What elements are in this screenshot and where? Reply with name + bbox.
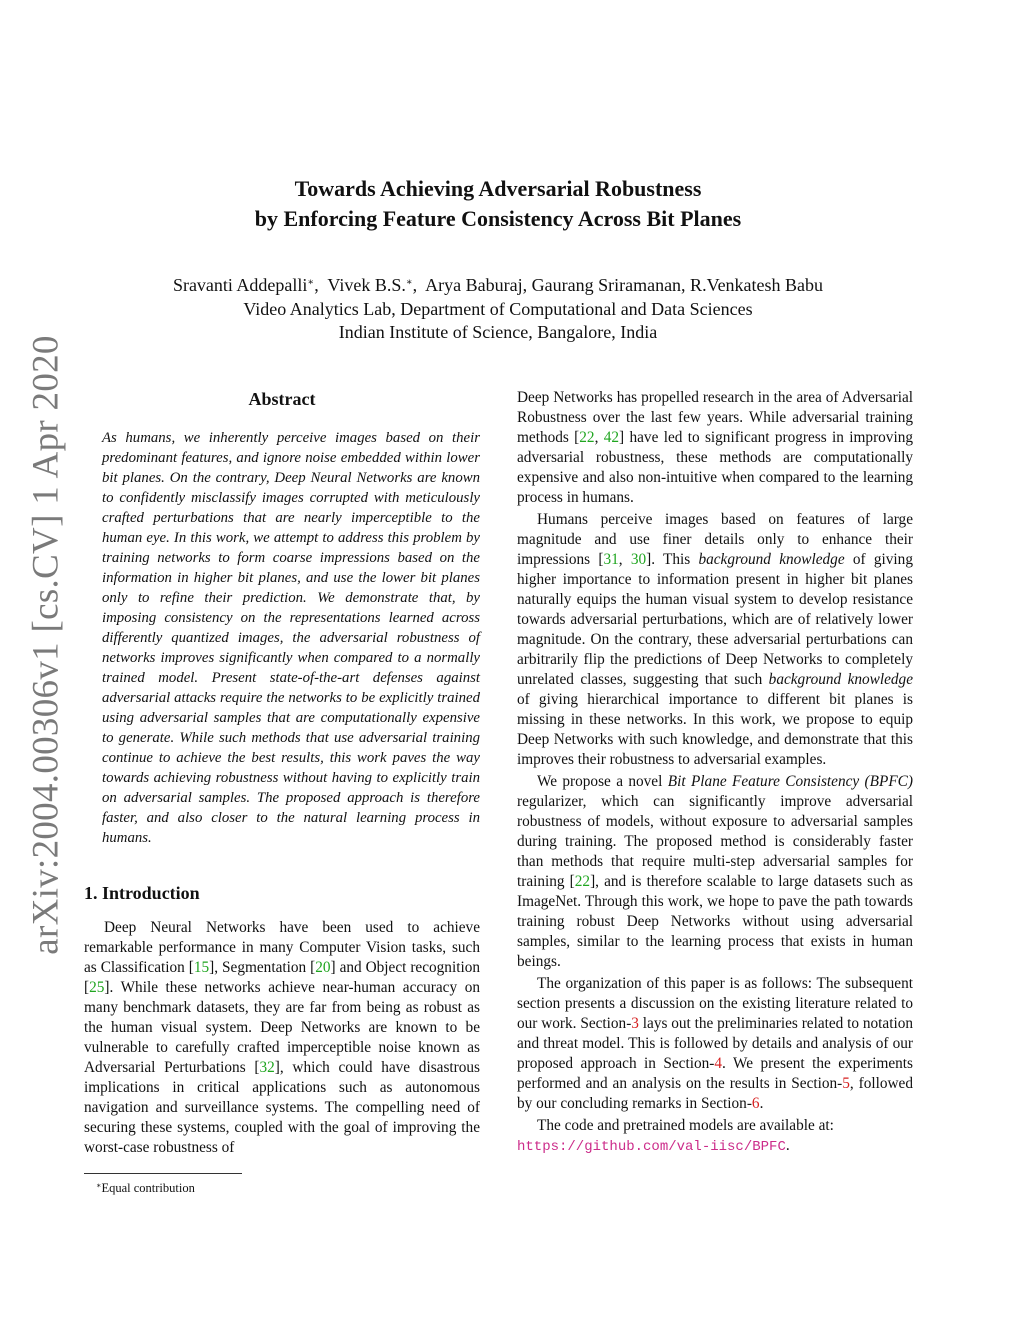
abstract-text: As humans, we inherently perceive images based on their predominant features, and ignore noise embedded within lower bit planes. On the contrary, Deep Neural Networks are known to confidently misclassify images corrupted with meticulously crafted perturbations that are nearly imperceptible to the human eye. In this work, we attempt to address this problem by training networks to form coarse impressions based on the information in higher bit planes, and use the lower bit planes only to refine their prediction. We demonstrate that, by imposing consistency on the representations learned across differently quantized images, the adversarial robustness of networks improves significantly when compared to a normally trained model. Present state-of-the-art defenses against adversarial attacks require the networks to be explicitly trained using adversarial samples that are computationally expensive to generate. While such methods that use adversarial training continue to achieve the best results, this work paves the way towards achieving robustness without having to explicitly train on adversarial samples. The proposed approach is therefore faster, and also closer to the natural learning process in humans. (102, 430, 480, 846)
citation-link[interactable]: 15 (193, 959, 210, 976)
footnote (96, 1178, 195, 1196)
authors-block (90, 271, 906, 345)
affiliation-lab: Video Analytics Lab, Department of Computational and Data Sciences (243, 298, 753, 319)
footnote-text: Equal contribution (101, 1181, 195, 1195)
citation-link[interactable]: 32 (259, 1059, 275, 1076)
citation-link[interactable]: 25 (89, 979, 105, 996)
citation-link[interactable]: 42 (603, 429, 620, 446)
equal-contribution-mark: ∗ (405, 277, 413, 288)
footnote-divider (84, 1173, 242, 1174)
citation-link[interactable]: 30 (630, 551, 647, 568)
emphasis: Bit Plane Feature Consistency (BPFC) (667, 773, 913, 790)
section-ref-link[interactable]: 5 (842, 1075, 850, 1092)
emphasis: background knowledge (698, 551, 845, 568)
section-ref-link[interactable]: 6 (751, 1095, 760, 1112)
intro-paragraph-3: We propose a novel Bit Plane Feature Consistency (BPFC) regularizer, which can significantly improve adversarial robustness of models, without exposure to adversarial samples during training. The proposed method is considerably faster than methods that require multi-step adversarial samples for training [22], and is therefore scalable to large datasets such as ImageNet. Through this work, we hope to pave the path towards training robust Deep Networks without using adversarial samples, similar to the learning process that exists in human beings. (517, 773, 914, 970)
intro-paragraph-1: Deep Neural Networks have been used to achieve remarkable performance in many Computer Vision tasks, such as Classification [15], Segmentation [20] and Object recognition [25]. While these networks achieve near-human accuracy on many benchmark datasets, they are far from being as robust as the human visual system. Deep Networks are known to be vulnerable to carefully crafted imperceptible noise known as Adversarial Perturbations [32], which could have disastrous implications in critical applications such as autonomous navigation and surveillance systems. The compelling need of securing these systems, coupled with the goal of improving the worst-case robustness of (84, 919, 481, 1156)
section-heading-introduction: 1. Introduction (84, 883, 200, 903)
section-ref-link[interactable]: 3 (631, 1015, 639, 1032)
citation-link[interactable]: 22 (574, 873, 591, 890)
emphasis: background knowledge (768, 671, 913, 688)
right-column (517, 388, 913, 1159)
author-1: Sravanti Addepalli (172, 275, 308, 295)
abstract-heading: Abstract (248, 389, 316, 409)
author-list: Sravanti Addepalli∗, Vivek B.S.∗, Arya Baburaj, Gaurang Sriramanan, R.Venkatesh Babu (172, 275, 824, 295)
arxiv-identifier-stamp: arXiv:2004.00306v1 [cs.CV] 1 Apr 2020 (25, 335, 67, 955)
title-line-1: Towards Achieving Adversarial Robustness (294, 176, 702, 201)
author-2: Vivek B.S. (327, 275, 406, 295)
intro-paragraph-5: The code and pretrained models are available at: https://github.com/val-iisc/BPFC. (517, 1117, 834, 1155)
citation-link[interactable]: 20 (315, 959, 331, 976)
citation-link[interactable]: 22 (579, 429, 595, 446)
title-line-2: by Enforcing Feature Consistency Across Bit Planes (254, 206, 742, 231)
citation-link[interactable]: 31 (603, 551, 619, 568)
equal-contribution-mark: ∗ (307, 277, 315, 288)
left-column (84, 388, 480, 1160)
intro-paragraph-4: The organization of this paper is as follows: The subsequent section presents a discussion on the existing literature related to our work. Section-3 lays out the preliminaries related to notation and threat model. This is followed by details and analysis of our proposed approach in Section-4. We present the experiments performed and an analysis on the results in Section-5, followed by our concluding remarks in Section-6. (517, 975, 914, 1112)
author-rest: Arya Baburaj, Gaurang Sriramanan, R.Venkatesh Babu (425, 275, 824, 295)
intro-paragraph-2: Humans perceive images based on features of large magnitude and use finer details only to enhance their impressions [31, 30]. This background knowledge of giving higher importance to information present in higher bit planes naturally equips the human visual system to develop resistance towards adversarial perturbations, which are of relatively lower magnitude. On the contrary, these adversarial perturbations can arbitrarily flip the predictions of Deep Networks to completely unrelated classes, suggesting that such background knowledge of giving hierarchical importance to different bit planes is missing in these networks. In this work, we propose to equip Deep Networks with such knowledge, and demonstrate that this improves their robustness to adversarial examples. (517, 511, 913, 768)
affiliation-institute: Indian Institute of Science, Bangalore, India (338, 322, 658, 342)
paper-title (100, 174, 896, 234)
footnote-mark: ∗ (96, 1181, 102, 1190)
code-repository-link[interactable]: https://github.com/val-iisc/BPFC (517, 1139, 786, 1155)
intro-paragraph-1-continued: Deep Networks has propelled research in the area of Adversarial Robustness over the last few years. While adversarial training methods [22, 42] have led to significant progress in improving adversarial robustness, these methods are computationally expensive and also non-intuitive when compared to the learning process in humans. (517, 389, 914, 506)
section-ref-link[interactable]: 4 (714, 1055, 723, 1072)
